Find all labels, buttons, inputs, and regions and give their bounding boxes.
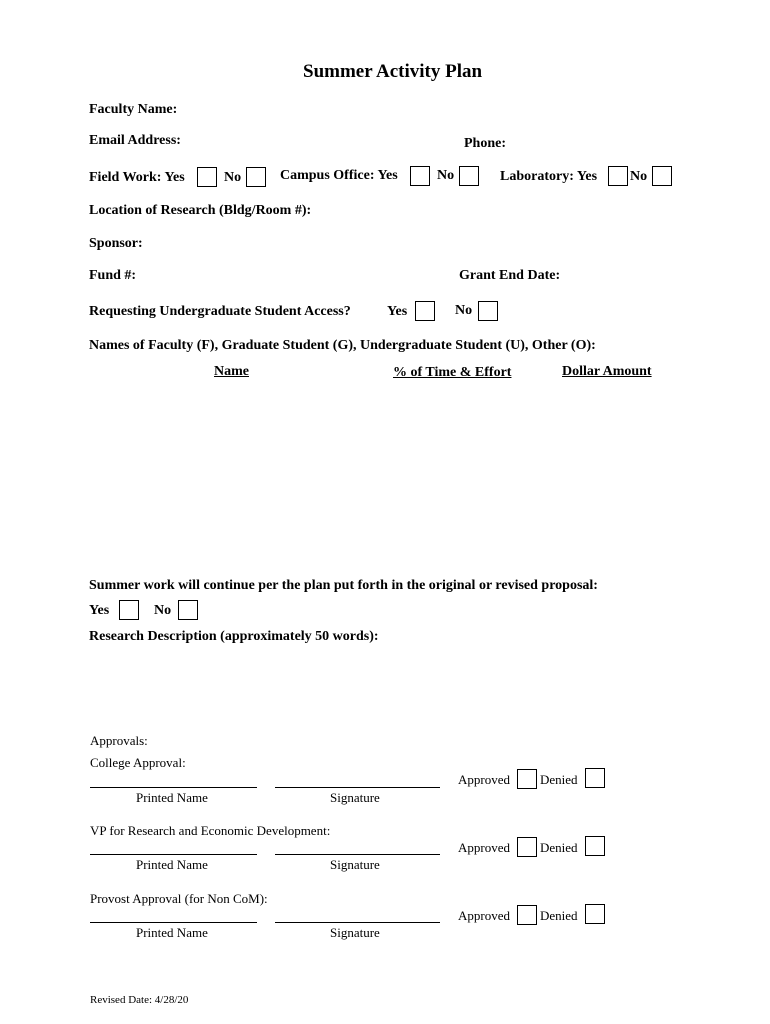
college-approved-checkbox[interactable]	[517, 769, 537, 789]
grant-end-label: Grant End Date:	[459, 268, 561, 283]
vp-denied-checkbox[interactable]	[585, 836, 605, 856]
provost-printed-name-line[interactable]	[90, 922, 257, 923]
ug-access-no-label: No	[455, 303, 473, 318]
ug-access-label: Requesting Undergraduate Student Access?	[89, 304, 351, 319]
summer-work-no-label: No	[154, 603, 172, 618]
names-header: Names of Faculty (F), Graduate Student (G), Undergraduate Student (U), Other (O):	[89, 338, 596, 353]
laboratory-no-label: No	[630, 169, 648, 184]
summer-work-label: Summer work will continue per the plan put forth in the original or revised proposal:	[89, 578, 598, 593]
college-printed-name-caption: Printed Name	[136, 790, 208, 805]
provost-denied-label: Denied	[540, 908, 578, 923]
college-approved-label: Approved	[458, 772, 510, 787]
laboratory-no-checkbox[interactable]	[652, 166, 672, 186]
provost-signature-caption: Signature	[330, 925, 380, 940]
vp-denied-label: Denied	[540, 840, 578, 855]
page-title: Summer Activity Plan	[303, 61, 483, 82]
laboratory-label: Laboratory: Yes	[500, 169, 598, 184]
provost-approved-checkbox[interactable]	[517, 905, 537, 925]
approvals-heading: Approvals:	[90, 733, 148, 748]
email-label: Email Address:	[89, 133, 181, 148]
campus-office-no-checkbox[interactable]	[459, 166, 479, 186]
field-work-yes-checkbox[interactable]	[197, 167, 217, 187]
column-effort: % of Time & Effort	[393, 365, 512, 380]
college-denied-checkbox[interactable]	[585, 768, 605, 788]
college-denied-label: Denied	[540, 772, 578, 787]
field-work-no-label: No	[224, 170, 242, 185]
vp-printed-name-line[interactable]	[90, 854, 257, 855]
ug-access-no-checkbox[interactable]	[478, 301, 498, 321]
field-work-no-checkbox[interactable]	[246, 167, 266, 187]
ug-access-yes-label: Yes	[387, 304, 408, 319]
summer-work-no-checkbox[interactable]	[178, 600, 198, 620]
provost-signature-line[interactable]	[275, 922, 440, 923]
college-signature-caption: Signature	[330, 790, 380, 805]
faculty-name-label: Faculty Name:	[89, 102, 178, 117]
college-signature-line[interactable]	[275, 787, 440, 788]
summer-work-yes-label: Yes	[89, 603, 110, 618]
revised-date: Revised Date: 4/28/20	[90, 994, 189, 1006]
provost-approval-label: Provost Approval (for Non CoM):	[90, 891, 268, 906]
summer-work-yes-checkbox[interactable]	[119, 600, 139, 620]
vp-approval-label: VP for Research and Economic Development:	[90, 823, 331, 838]
ug-access-yes-checkbox[interactable]	[415, 301, 435, 321]
fund-label: Fund #:	[89, 268, 137, 283]
college-approval-label: College Approval:	[90, 755, 186, 770]
campus-office-yes-checkbox[interactable]	[410, 166, 430, 186]
vp-printed-name-caption: Printed Name	[136, 857, 208, 872]
provost-printed-name-caption: Printed Name	[136, 925, 208, 940]
laboratory-yes-checkbox[interactable]	[608, 166, 628, 186]
vp-signature-caption: Signature	[330, 857, 380, 872]
campus-office-no-label: No	[437, 168, 455, 183]
vp-approved-label: Approved	[458, 840, 510, 855]
field-work-label: Field Work: Yes	[89, 170, 185, 185]
column-dollar: Dollar Amount	[562, 364, 652, 379]
phone-label: Phone:	[464, 136, 506, 151]
vp-approved-checkbox[interactable]	[517, 837, 537, 857]
column-name: Name	[214, 364, 249, 379]
provost-approved-label: Approved	[458, 908, 510, 923]
vp-signature-line[interactable]	[275, 854, 440, 855]
college-printed-name-line[interactable]	[90, 787, 257, 788]
location-label: Location of Research (Bldg/Room #):	[89, 203, 312, 218]
campus-office-label: Campus Office: Yes	[280, 168, 398, 183]
sponsor-label: Sponsor:	[89, 236, 143, 251]
research-description-label: Research Description (approximately 50 words):	[89, 629, 379, 644]
provost-denied-checkbox[interactable]	[585, 904, 605, 924]
